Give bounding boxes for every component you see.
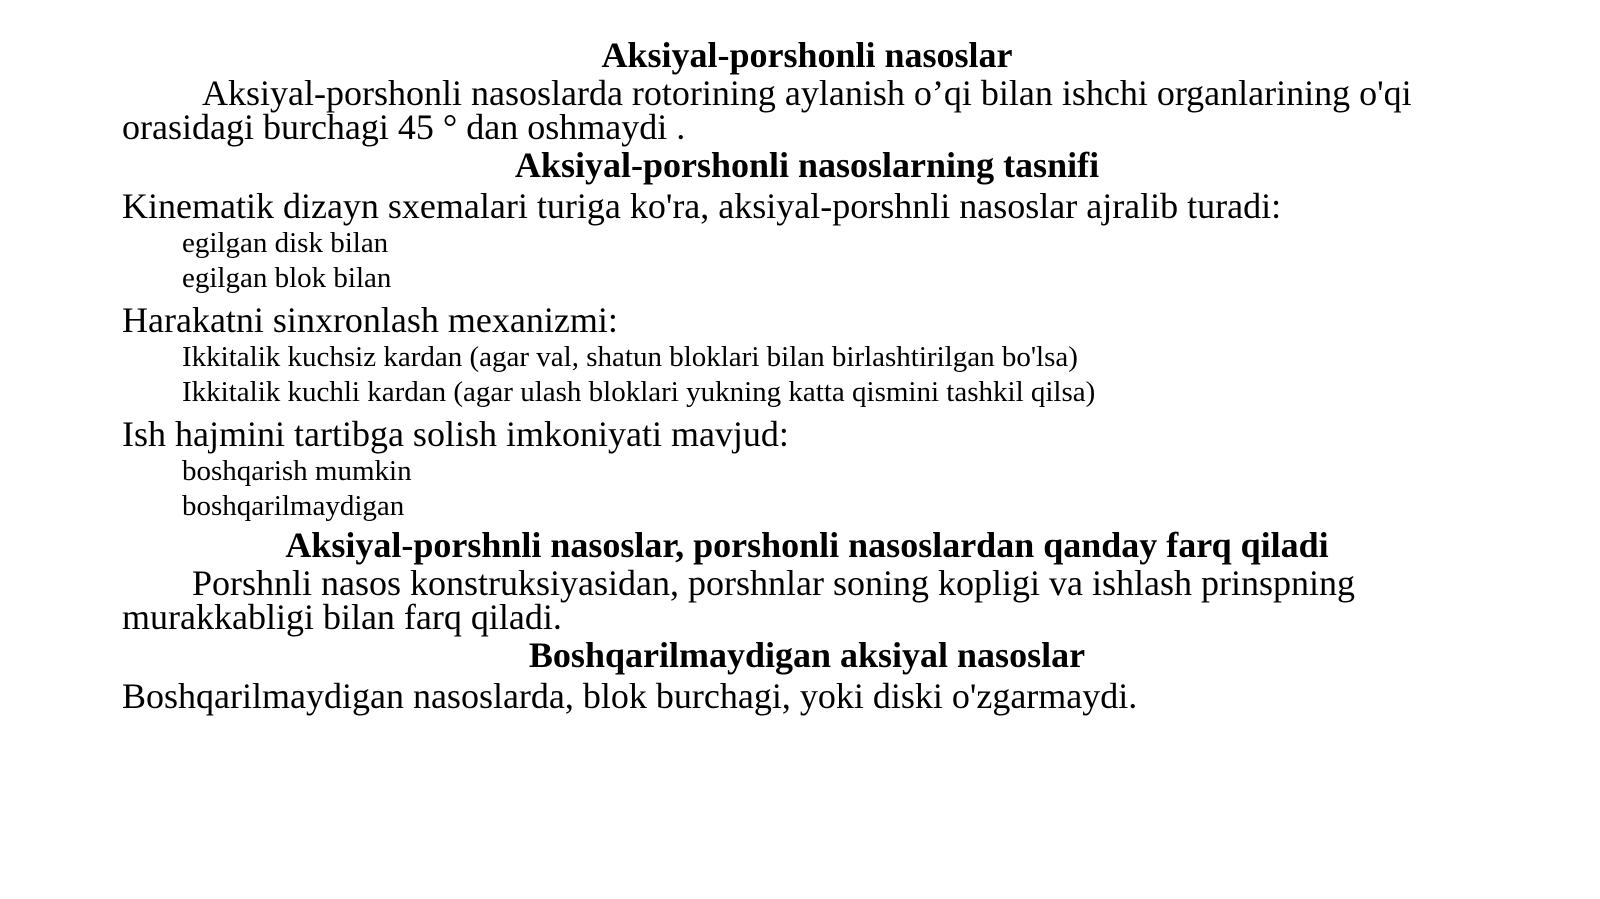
group-lead-kinematic: Kinematik dizayn sxemalari turiga ko'ra, aksiyal-porshnli nasoslar ajralib turadi:: [122, 186, 1282, 226]
group-lead-volume-control: Ish hajmini tartibga solish imkoniyati mavjud:: [122, 414, 789, 454]
list-item: boshqarilmaydigan: [182, 490, 405, 522]
section-heading-difference: Aksiyal-porshnli nasoslar, porshonli nasoslardan qanday farq qiladi: [285, 525, 1329, 565]
difference-paragraph: Porshnli nasos konstruksiyasidan, porshnlar soning kopligi va ishlash prinspning murakkabligi bilan farq qiladi.: [122, 563, 1355, 637]
group-lead-synchronization: Harakatni sinxronlash mexanizmi:: [122, 300, 618, 340]
classification-group-synchronization: [122, 300, 1492, 410]
section-heading-unregulated: Boshqarilmaydigan aksiyal nasoslar: [528, 635, 1086, 675]
section-heading-classification: Aksiyal-porshonli nasoslarning tasnifi: [514, 145, 1100, 185]
classification-group-volume-control: [122, 414, 1492, 524]
list-item: egilgan blok bilan: [182, 262, 392, 294]
group-list-volume-control: [122, 454, 1492, 524]
document-page: [122, 34, 1492, 716]
list-item: Ikkitalik kuchli kardan (agar ulash bloklari yukning katta qismini tashkil qilsa): [182, 376, 1096, 408]
list-item: boshqarish mumkin: [182, 455, 412, 487]
section-heading-axial-piston-pumps: Aksiyal-porshonli nasoslar: [601, 35, 1013, 75]
unregulated-paragraph: Boshqarilmaydigan nasoslarda, blok burchagi, yoki diski o'zgarmaydi.: [122, 676, 1138, 716]
group-list-synchronization: [122, 340, 1492, 410]
list-item: egilgan disk bilan: [182, 227, 389, 259]
list-item: Ikkitalik kuchsiz kardan (agar val, shatun bloklari bilan birlashtirilgan bo'lsa): [182, 341, 1078, 373]
intro-paragraph: Aksiyal-porshonli nasoslarda rotorining aylanish o’qi bilan ishchi organlarining o'qi orasidagi burchagi 45 ° dan oshmaydi .: [122, 73, 1412, 147]
classification-group-kinematic: [122, 186, 1492, 296]
group-list-kinematic: [122, 226, 1492, 296]
